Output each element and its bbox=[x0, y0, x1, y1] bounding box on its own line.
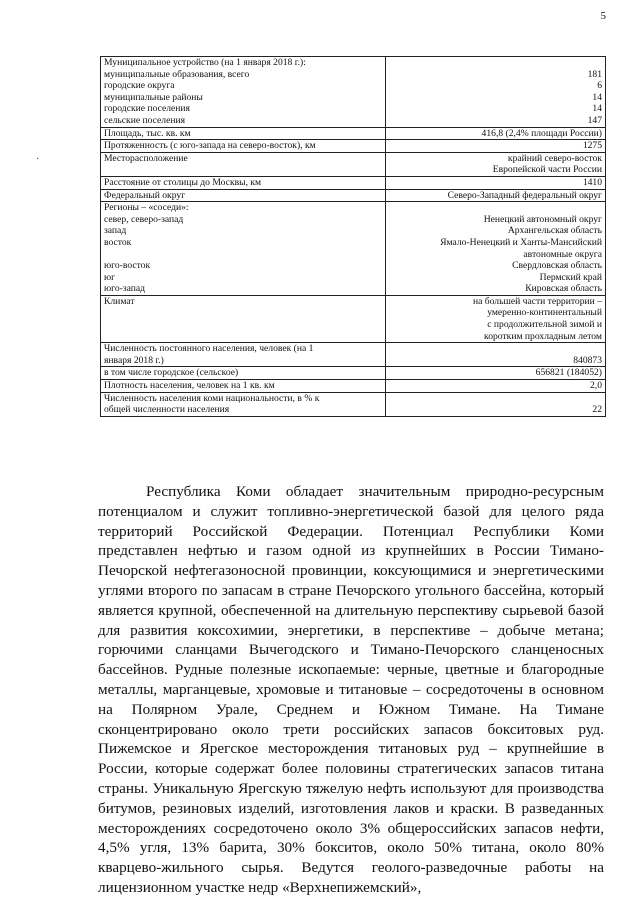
table-cell-value bbox=[385, 152, 605, 176]
value-line: 14 bbox=[592, 91, 602, 103]
label-line: муниципальные образования, всего bbox=[104, 68, 250, 80]
table-row bbox=[101, 189, 606, 202]
label-line: запад bbox=[104, 225, 127, 237]
label-line: городские поселения bbox=[104, 103, 190, 115]
label-line: юг bbox=[104, 271, 116, 283]
value-line: Ненецкий автономный округ bbox=[483, 213, 602, 225]
label-line: юго-восток bbox=[104, 260, 151, 272]
value-line: Северо-Западный федеральный округ bbox=[447, 189, 602, 201]
label-line bbox=[104, 307, 382, 319]
value-line: 1410 bbox=[582, 176, 602, 188]
table-cell-value bbox=[385, 202, 605, 296]
table-cell-label bbox=[101, 140, 386, 153]
label-line: января 2018 г.) bbox=[104, 354, 164, 366]
table-cell-label bbox=[101, 127, 386, 140]
value-line: 181 bbox=[587, 68, 602, 80]
table-row bbox=[101, 127, 606, 140]
table-row bbox=[101, 152, 606, 176]
table-row bbox=[101, 57, 606, 128]
value-line bbox=[389, 343, 602, 355]
value-line: Архангельская область bbox=[507, 225, 602, 237]
label-line: юго-запад bbox=[104, 283, 146, 295]
table-cell-value bbox=[385, 176, 605, 189]
table-cell-label bbox=[101, 189, 386, 202]
label-line bbox=[104, 331, 382, 343]
value-line bbox=[389, 202, 602, 214]
value-line: Пермский край bbox=[539, 271, 602, 283]
label-line: Плотность населения, человек на 1 кв. км bbox=[104, 380, 275, 392]
value-line: с продолжительной зимой и bbox=[487, 319, 602, 331]
label-line: Муниципальное устройство (на 1 января 2018 г.): bbox=[104, 57, 306, 68]
table-row bbox=[101, 343, 606, 367]
value-line bbox=[389, 57, 602, 69]
value-line: на большей части территории – bbox=[472, 295, 602, 307]
value-line: 840873 bbox=[573, 354, 602, 366]
value-line: умеренно-континентальный bbox=[487, 307, 602, 319]
table-cell-value bbox=[385, 295, 605, 342]
value-line: 656821 (184052) bbox=[535, 367, 602, 379]
value-line: Ямало-Ненецкий и Ханты-Мансийский bbox=[440, 236, 602, 248]
table-row bbox=[101, 295, 606, 342]
table-cell-label bbox=[101, 57, 386, 128]
value-line: автономные округа bbox=[523, 248, 602, 260]
label-line: восток bbox=[104, 236, 132, 248]
table-cell-label bbox=[101, 202, 386, 296]
table-cell-label bbox=[101, 152, 386, 176]
label-line: Федеральный округ bbox=[104, 189, 186, 201]
value-line: Европейской части России bbox=[492, 164, 602, 176]
label-line: городские округа bbox=[104, 80, 175, 92]
table-cell-label bbox=[101, 380, 386, 393]
table-cell-value bbox=[385, 392, 605, 416]
table-cell-value bbox=[385, 189, 605, 202]
value-line: 2,0 bbox=[590, 380, 602, 392]
value-line: Свердловская область bbox=[512, 260, 602, 272]
table-cell-label bbox=[101, 343, 386, 367]
table-cell-value bbox=[385, 343, 605, 367]
region-info-table-body bbox=[101, 57, 606, 417]
table-row bbox=[101, 380, 606, 393]
label-line: муниципальные районы bbox=[104, 91, 203, 103]
value-line: 1275 bbox=[582, 140, 602, 152]
label-line bbox=[104, 249, 382, 261]
label-line bbox=[104, 164, 382, 176]
value-line: коротким прохладным летом bbox=[484, 330, 602, 342]
table-row bbox=[101, 140, 606, 153]
table-row bbox=[101, 176, 606, 189]
value-line: Кировская область bbox=[525, 283, 602, 295]
label-line: Месторасположение bbox=[104, 152, 188, 164]
label-line: Климат bbox=[104, 295, 135, 307]
table-row bbox=[101, 202, 606, 296]
label-line: Регионы – «соседи»: bbox=[104, 202, 189, 214]
table-cell-label bbox=[101, 367, 386, 380]
label-line: в том числе городское (сельское) bbox=[104, 367, 239, 379]
value-line bbox=[389, 393, 602, 405]
value-line: 22 bbox=[592, 404, 602, 416]
table-cell-label bbox=[101, 295, 386, 342]
table-row bbox=[101, 392, 606, 416]
body-paragraph: Республика Коми обладает значительным природно-ресурсным потенциалом и служит топливно-энергетической базой для целого ряда территорий Российской Федерации. Потенциал Республики Коми представлен нефтью и газом одной из крупнейших в России Тимано-Печорской нефтегазоносной провинции, коксующимися и энергетическими углями второго по запасам в стране Печорского угольного бассейна, который является крупной, обеспеченной на длительную перспективу сырьевой базой для развития коксохимии, энергетики, в перспективе – добыче метана; горючими сланцами Вычегодского и Тимано-Печорского сланценосных бассейнов. Рудные полезные ископаемые: черные, цветные и благородные металлы, марганцевые, хромовые и титановые – сосредоточены в основном на Полярном Урале, Среднем и Южном Тимане. На Тимане сконцентрировано около трети российских запасов бокситовых руд. Пижемское и Ярегское месторождения титановых руд – крупнейшие в России, которые содержат более половины стратегических запасов титана страны. Уникальную Ярегскую тяжелую нефть используют для производства битумов, резиновых изделий, изготовления лаков и краски. В разведанных месторождениях сосредоточено около 3% общероссийских запасов нефти, 4,5% угля, 13% барита, 30% бокситов, около 50% титана, около 80% кварцево-жильного сырья. Ведутся геолого-разведочные работы на лицензионном участке недр «Верхнепижемский», bbox=[98, 483, 604, 896]
label-line: Расстояние от столицы до Москвы, км bbox=[104, 176, 262, 188]
table-cell-value bbox=[385, 140, 605, 153]
label-line: Численность постоянного населения, человек (на 1 bbox=[104, 343, 314, 355]
label-line: общей численности населения bbox=[104, 404, 230, 416]
table-row bbox=[101, 367, 606, 380]
label-line: Численность населения коми национальности, в % к bbox=[104, 392, 320, 404]
value-line: 6 bbox=[597, 80, 602, 92]
region-info-table bbox=[100, 56, 606, 417]
value-line: 14 bbox=[592, 103, 602, 115]
margin-mark: · bbox=[36, 154, 40, 165]
label-line: Площадь, тыс. кв. км bbox=[104, 127, 191, 139]
value-line: 416,8 (2,4% площади России) bbox=[481, 127, 602, 139]
value-line: крайний северо-восток bbox=[507, 152, 602, 164]
table-cell-label bbox=[101, 392, 386, 416]
value-line: 147 bbox=[587, 114, 602, 126]
label-line bbox=[104, 319, 382, 331]
table-cell-value bbox=[385, 380, 605, 393]
label-line: сельские поселения bbox=[104, 114, 186, 126]
table-cell-value bbox=[385, 57, 605, 128]
table-cell-value bbox=[385, 127, 605, 140]
page-number: 5 bbox=[600, 10, 606, 22]
label-line: Протяженность (с юго-запада на северо-восток), км bbox=[104, 140, 316, 152]
label-line: север, северо-запад bbox=[104, 213, 184, 225]
table-cell-label bbox=[101, 176, 386, 189]
table-cell-value bbox=[385, 367, 605, 380]
